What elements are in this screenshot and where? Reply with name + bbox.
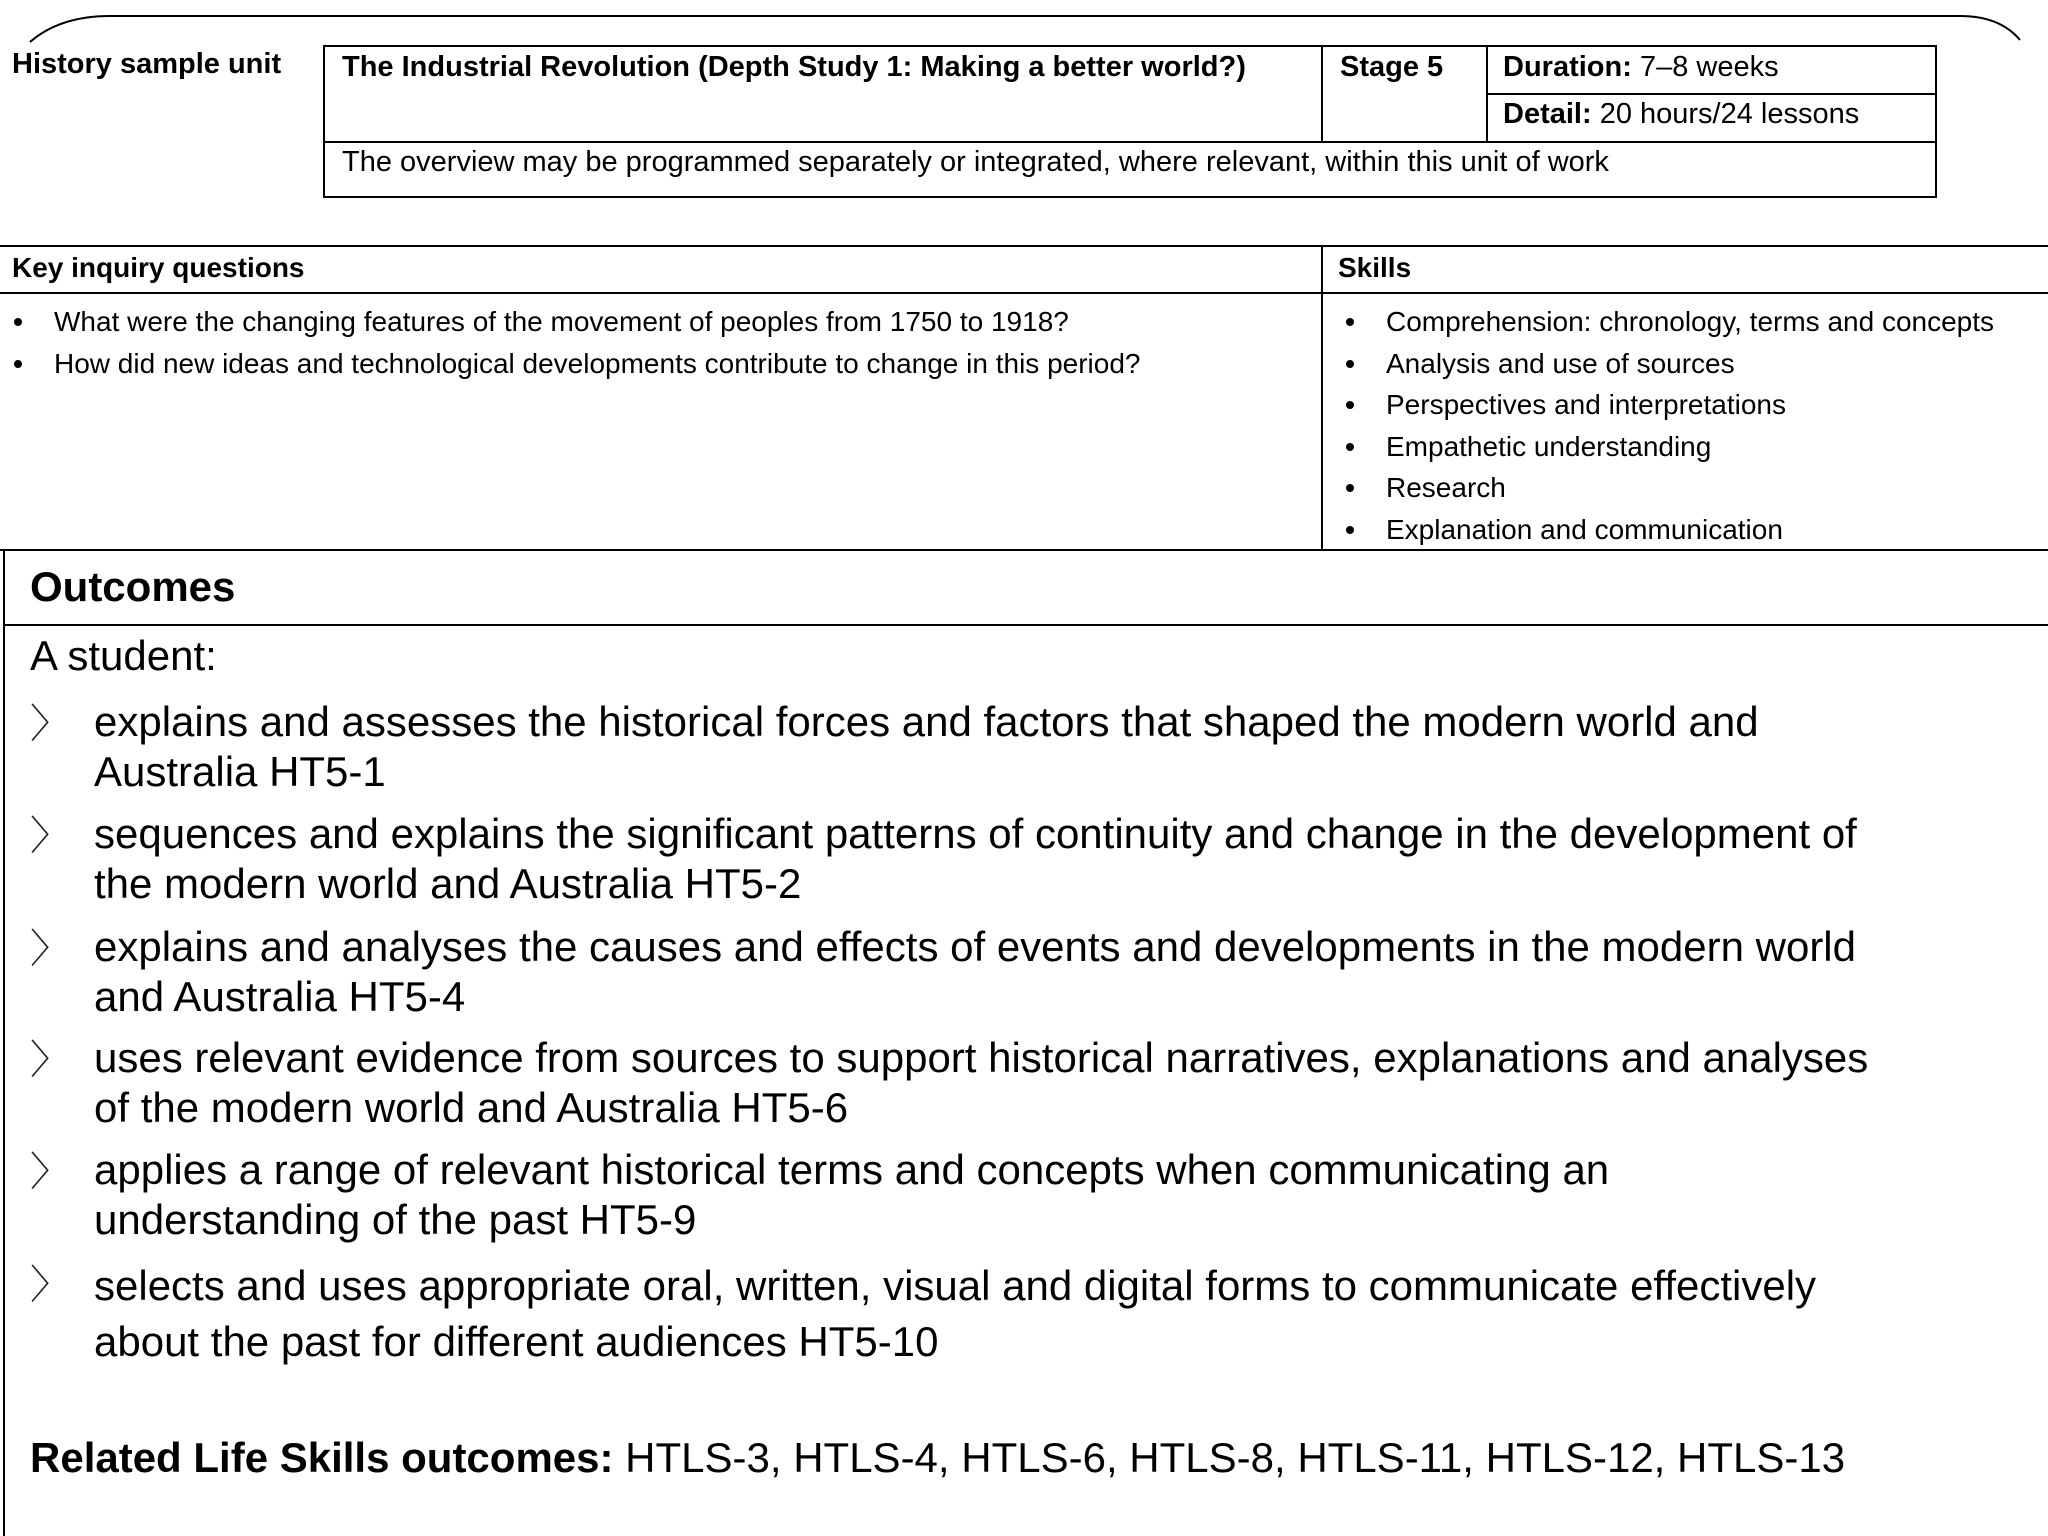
overview-note: The overview may be programmed separately or integrated, where relevant, within this unit of work (342, 146, 1609, 178)
unit-header-table (323, 45, 1937, 198)
header-divider (1321, 47, 1323, 141)
unit-label: History sample unit (12, 48, 282, 80)
header-divider (1486, 93, 1937, 95)
skill-item: Research (1332, 467, 1994, 509)
inquiry-skills-divider (1321, 247, 1323, 549)
inquiry-question: What were the changing features of the movement of peoples from 1750 to 1918? (0, 301, 1140, 343)
outcome-text: applies a range of relevant historical terms and concepts when communicating an understanding of the past HT5-9 (94, 1146, 1610, 1243)
outcome-text: sequences and explains the significant patterns of continuity and change in the development of the modern world and Australia HT5-2 (94, 810, 1857, 907)
chevron-right-icon: 〉 (30, 1263, 70, 1307)
skill-item: Empathetic understanding (1332, 426, 1994, 468)
duration-cell (1503, 51, 1779, 84)
chevron-right-icon: 〉 (30, 814, 70, 858)
header-divider (325, 141, 1937, 143)
outcome-text: uses relevant evidence from sources to support historical narratives, explanations and analyses of the modern world and Australia HT5-6 (94, 1034, 1869, 1131)
outcome-text: explains and analyses the causes and effects of events and developments in the modern world and Australia HT5-4 (94, 923, 1856, 1020)
detail-value: 20 hours/24 lessons (1599, 98, 1860, 130)
skill-item: Analysis and use of sources (1332, 343, 1994, 385)
inquiry-skills-table (0, 245, 2048, 551)
stage-label: Stage 5 (1340, 51, 1444, 83)
chevron-right-icon: 〉 (30, 702, 70, 746)
inquiry-header-rule (0, 292, 2048, 294)
inquiry-question: How did new ideas and technological developments contribute to change in this period? (0, 343, 1140, 385)
unit-title: The Industrial Revolution (Depth Study 1: Making a better world?) (342, 51, 1246, 83)
skill-item: Explanation and communication (1332, 509, 1994, 551)
chevron-right-icon: 〉 (30, 1150, 70, 1194)
outcomes-rule (5, 624, 2048, 626)
detail-label: Detail: (1503, 98, 1592, 130)
related-life-skills-value: HTLS-3, HTLS-4, HTLS-6, HTLS-8, HTLS-11, HTLS-12, HTLS-13 (625, 1434, 1846, 1481)
duration-value: 7–8 weeks (1639, 51, 1779, 83)
chevron-right-icon: 〉 (30, 927, 70, 971)
top-border-curve (0, 0, 2048, 50)
outcome-text: explains and assesses the historical forces and factors that shaped the modern world and Australia HT5-1 (94, 698, 1759, 795)
skills-heading: Skills (1338, 252, 1412, 283)
related-life-skills (30, 1434, 1845, 1482)
skill-item: Perspectives and interpretations (1332, 384, 1994, 426)
detail-cell (1503, 98, 1859, 131)
duration-label: Duration: (1503, 51, 1632, 83)
chevron-right-icon: 〉 (30, 1038, 70, 1082)
outcome-text: selects and uses appropriate oral, written, visual and digital forms to communicate effectively about the past for different audiences HT5-10 (94, 1262, 1817, 1365)
outcomes-heading: Outcomes (30, 563, 236, 610)
inquiry-heading: Key inquiry questions (12, 252, 305, 283)
skills-list (1332, 301, 1994, 550)
outcomes-intro: A student: (30, 632, 217, 679)
related-life-skills-label: Related Life Skills outcomes: (30, 1434, 614, 1481)
inquiry-question-list (0, 301, 1140, 384)
skill-item: Comprehension: chronology, terms and concepts (1332, 301, 1994, 343)
